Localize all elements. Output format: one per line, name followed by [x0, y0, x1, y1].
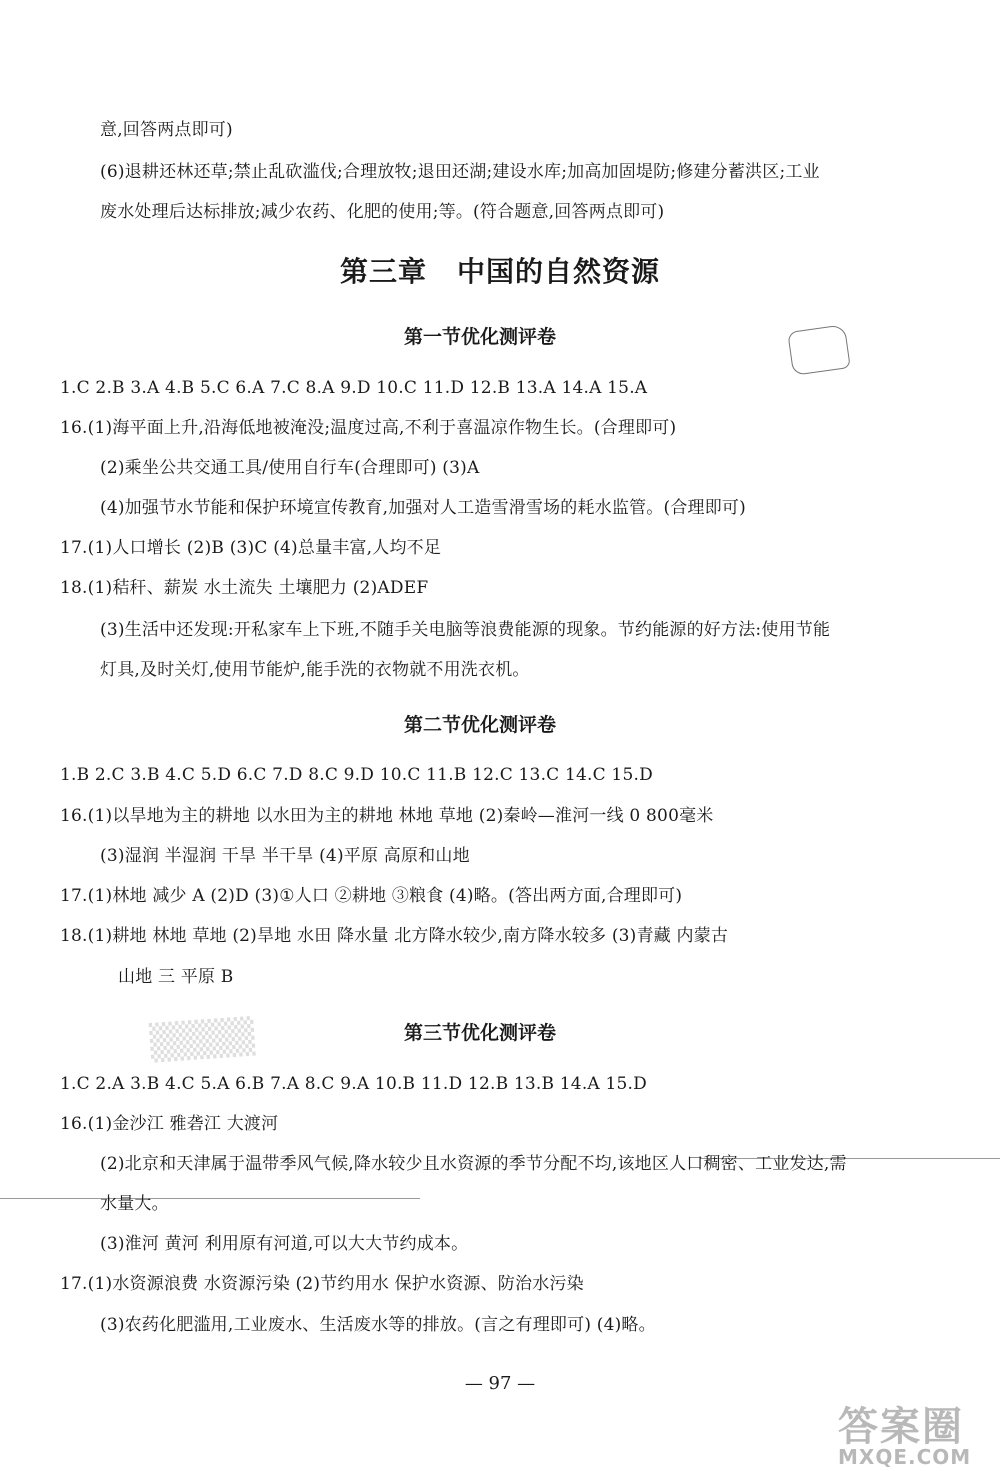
scan-artifact-line	[0, 1198, 420, 1199]
answer-line: (3)淮河 黄河 利用原有河道,可以大大节约成本。	[100, 1234, 469, 1254]
answer-line: 17.(1)水资源浪费 水资源污染 (2)节约用水 保护水资源、防治水污染	[60, 1274, 584, 1294]
answer-line: (4)加强节水节能和保护环境宣传教育,加强对人工造雪滑雪场的耗水监管。(合理即可)	[100, 498, 746, 518]
answer-line: (3)湿润 半湿润 干旱 半干旱 (4)平原 高原和山地	[100, 846, 470, 866]
section-title: 第三节优化测评卷	[403, 1022, 556, 1044]
text-line: (6)退耕还林还草;禁止乱砍滥伐;合理放牧;退田还湖;建设水库;加高加固堤防;修建分蓄洪区;工业	[100, 162, 820, 182]
section-title: 第二节优化测评卷	[403, 714, 556, 736]
section-title: 第一节优化测评卷	[403, 326, 556, 348]
answer-line: 16.(1)海平面上升,沿海低地被淹没;温度过高,不利于喜温凉作物生长。(合理即可)	[60, 418, 677, 438]
watermark-logo-text: 答案圈	[838, 1404, 964, 1450]
watermark-logo	[828, 1395, 998, 1471]
answer-line: 18.(1)秸秆、薪炭 水土流失 土壤肥力 (2)ADEF	[60, 578, 429, 598]
answer-line: (2)北京和天津属于温带季风气候,降水较少且水资源的季节分配不均,该地区人口稠密、工业发达,需	[100, 1154, 847, 1174]
watermark-url: MXQE.COM	[838, 1445, 972, 1469]
answer-line: 1.C 2.A 3.B 4.C 5.A 6.B 7.A 8.C 9.A 10.B 11.D 12.B 13.B 14.A 15.D	[60, 1074, 647, 1094]
answer-line: 16.(1)以旱地为主的耕地 以水田为主的耕地 林地 草地 (2)秦岭—淮河一线 0 800毫米	[60, 806, 714, 826]
bleed-through-mark: ▒▒▒▒	[148, 1016, 256, 1064]
answer-line: 18.(1)耕地 林地 草地 (2)旱地 水田 降水量 北方降水较少,南方降水较多 (3)青藏 内蒙古	[60, 926, 729, 946]
answer-line: (3)生活中还发现:开私家车上下班,不随手关电脑等浪费能源的现象。节约能源的好方法:使用节能	[100, 620, 831, 640]
answer-line: 山地 三 平原 B	[118, 967, 234, 987]
page-number: — 97 —	[464, 1373, 536, 1394]
answer-line: 水量大。	[100, 1194, 169, 1214]
answer-line: 灯具,及时关灯,使用节能炉,能手洗的衣物就不用洗衣机。	[100, 660, 530, 680]
answer-line: (2)乘坐公共交通工具/使用自行车(合理即可) (3)A	[100, 458, 480, 478]
answer-line: 17.(1)人口增长 (2)B (3)C (4)总量丰富,人均不足	[60, 538, 442, 558]
answer-line: 1.B 2.C 3.B 4.C 5.D 6.C 7.D 8.C 9.D 10.C 11.B 12.C 13.C 14.C 15.D	[60, 765, 653, 785]
answer-line: 16.(1)金沙江 雅砻江 大渡河	[60, 1114, 279, 1134]
chapter-number: 第三章	[339, 255, 427, 288]
text-line: 意,回答两点即可)	[100, 120, 233, 140]
text-line: 废水处理后达标排放;减少农药、化肥的使用;等。(符合题意,回答两点即可)	[100, 202, 665, 222]
answer-line: 1.C 2.B 3.A 4.B 5.C 6.A 7.C 8.A 9.D 10.C 11.D 12.B 13.A 14.A 15.A	[60, 378, 648, 398]
answer-line: (3)农药化肥滥用,工业废水、生活废水等的排放。(言之有理即可) (4)略。	[100, 1315, 656, 1335]
answer-line: 17.(1)林地 减少 A (2)D (3)①人口 ②耕地 ③粮食 (4)略。(答出两方面,合理即可)	[60, 886, 683, 906]
chapter-name: 中国的自然资源	[457, 255, 661, 288]
chapter-title	[0, 250, 1000, 290]
